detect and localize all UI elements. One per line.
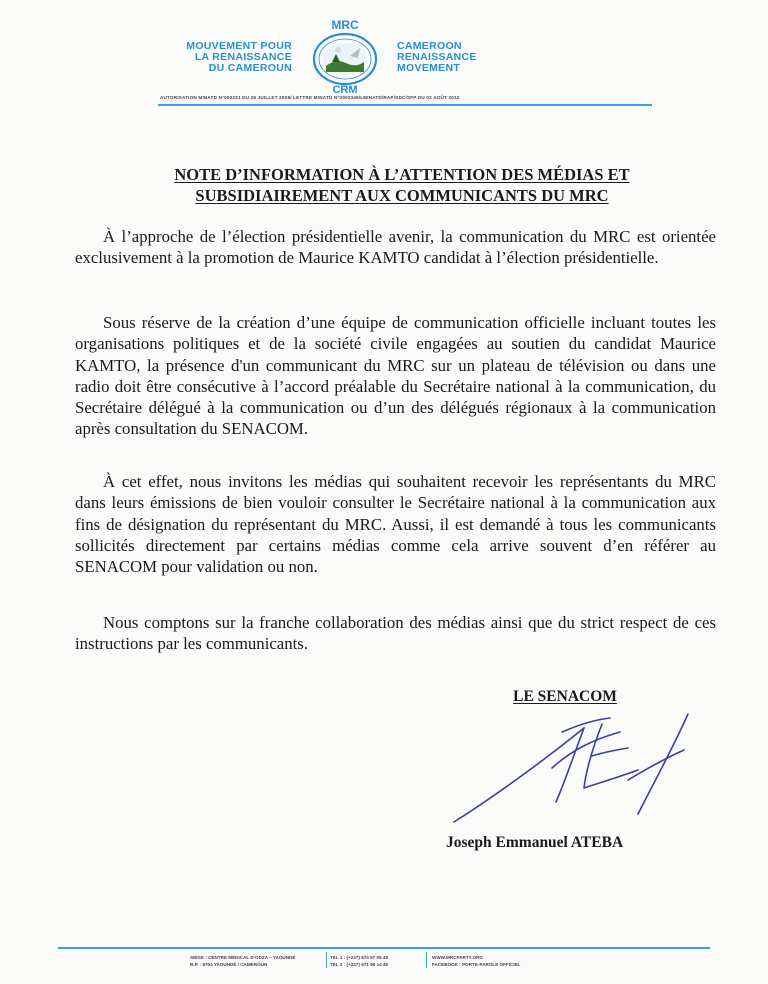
footer-line: TEL 1 : (+237) 674 57 05 49 — [330, 955, 389, 960]
header-divider — [158, 104, 652, 106]
signatory-name: Joseph Emmanuel ATEBA — [446, 834, 624, 851]
footer-separator — [326, 952, 327, 968]
footer-address — [190, 954, 295, 968]
signatory-title: LE SENACOM — [513, 688, 617, 705]
authorization-line: AUTORISATION MINATD N°000231 DU 25 JUILLET 2008/ LETTRE MINATD N°0002349/LMINATD/RAP/SDC/SFP DU 02 AOÛT 2012 — [160, 95, 460, 100]
title-line: NOTE D’INFORMATION À L’ATTENTION DES MÉDIAS ET — [174, 165, 630, 184]
footer-separator — [426, 952, 427, 968]
body-paragraph: Nous comptons sur la franche collaboration des médias ainsi que du strict respect de ces instructions par les communicants. — [75, 613, 716, 654]
document-title — [72, 164, 732, 206]
body-paragraph: À cet effet, nous invitons les médias qui souhaitent recevoir les représentants du MRC dans leurs émissions de bien vouloir consulter le Secrétaire national à la communication aux fins de désignation du représentant du MRC. Aussi, il est demandé à tous les communicants sollicités directement par certains médias comme cela arrive souvent d’en référer au SENACOM pour validation ou non. — [75, 472, 716, 577]
logo-crm-text: CRM — [332, 84, 358, 96]
footer-line: B.P. : 8704 YAOUNDÉ / CAMEROUN — [190, 962, 268, 967]
header-left-line: DU CAMEROUN — [208, 62, 292, 74]
logo-emblem-icon — [312, 32, 378, 86]
header-left-name — [158, 41, 292, 74]
footer-line: SIÈGE : CENTRE MÉDICAL D’ODZA – YAOUNDÉ — [190, 955, 296, 960]
header-right-name — [397, 41, 537, 74]
title-line: SUBSIDIAIREMENT AUX COMMUNICANTS DU MRC — [195, 186, 609, 205]
handwritten-signature — [452, 710, 692, 830]
body-paragraph: Sous réserve de la création d’une équipe de communication officielle incluant toutes les organisations politiques et de la société civile engagées au soutien du candidat Maurice KAMTO, la présence d'un communicant du MRC sur un plateau de télévision ou dans une radio doit être consécutive à l’accord préalable du Secrétaire national à la communication, du Secrétaire délégué à la communication ou d’un des délégués régionaux à la communication après consultation du SENACOM. — [75, 313, 716, 439]
logo-mrc-text: MRC — [331, 18, 359, 32]
footer-phones — [330, 954, 388, 968]
header-right-line: CAMEROON — [397, 40, 462, 52]
footer-divider — [58, 947, 710, 949]
header-right-line: MOVEMENT — [397, 62, 461, 74]
header-left-line: LA RENAISSANCE — [194, 51, 292, 63]
footer-line: TEL 2 : (+237) 671 98 14 46 — [330, 962, 389, 967]
body-paragraph: À l’approche de l’élection présidentielle avenir, la communication du MRC est orientée exclusivement à la promotion de Maurice KAMTO candidat à l’élection présidentielle. — [75, 227, 716, 268]
footer-web — [432, 954, 520, 968]
footer-line: WWW.MRCPARTY.ORG — [432, 955, 483, 960]
header-right-line: RENAISSANCE — [397, 51, 477, 63]
footer-line: FACEBOOK : PORTE-PAROLE OFFICIEL — [432, 962, 521, 967]
header-left-line: MOUVEMENT POUR — [186, 40, 292, 52]
party-logo — [296, 18, 394, 102]
